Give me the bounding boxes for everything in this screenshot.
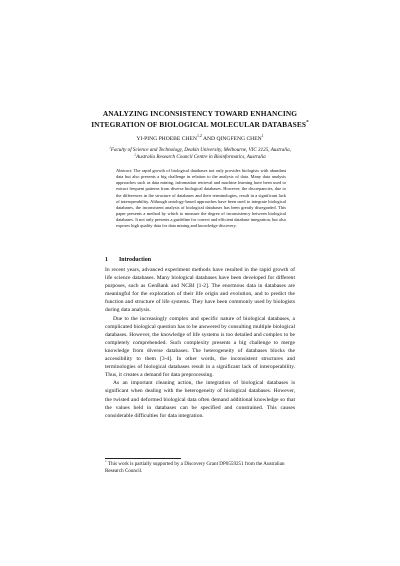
- abstract: Abstract: The rapid growth of biological databases not only provides biologists with abundant data but also presents a big challenge in relation to the analysis of data. Many data analysis approaches such as data mining, information retrieval and machine learning have been used to extract frequent patterns from diverse biological databases. However, the discrepancies, due to the differences in the structure of databases and their terminologies, result in a significant lack of interoperability. Although ontology-based approaches have been used to integrate biological databases, the inconsistent analysis of biological databases has been greatly disregarded. This paper presents a method by which to measure the degree of inconsistency between biological databases. It not only presents a guideline for correct and efficient database integration, but also exposes high quality data for data mining and knowledge discovery.: [116, 168, 286, 229]
- paragraph: In recent years, advanced experiment methods have resulted in the rapid growth of life science databases. Many biological databases have been developed for different purposes, such as GenBank and NCBI [1-2]. The enormous data in databases are meaningful for the exploration of their life origin and evolution, and to predict the function and structure of life systems. They have been commonly used by biologists during data analysis.: [105, 267, 295, 314]
- footnote: [105, 461, 285, 475]
- footnote-divider: [105, 458, 181, 459]
- footnote-text: This work is partially supported by a Discovery Grant DP0559251 from the Australian Research Council.: [105, 461, 285, 474]
- affiliation-2-text: Australia Research Council Centre in Bioinformatics, Australia: [136, 153, 266, 160]
- paragraph: As an important cleaning action, the integration of biological databases is significant when dealing with the heterogeneity of biological databases. However, the twisted and deformed biological data often demand additional knowledge so that the values held in databases can be specified and constrained. This causes considerable difficulties for data integration.: [105, 380, 295, 419]
- title-line-2: [70, 120, 330, 131]
- author-1: YI-PING PHOEBE CHEN: [136, 136, 197, 142]
- section-title: Introduction: [119, 257, 151, 263]
- affiliation-2-mark: 2: [134, 152, 137, 157]
- author-1-affil-mark: 1,2: [196, 134, 202, 139]
- affiliation-2: [60, 154, 340, 161]
- title-line-2-text: INTEGRATION OF BIOLOGICAL MOLECULAR DATABASES: [91, 119, 307, 129]
- author-line: [60, 135, 340, 143]
- affiliation-1-text: Faculty of Science and Technology, Deakin University, Melbourne, VIC 3125, Australia,: [110, 147, 291, 153]
- author-2-affil-mark: 1: [261, 134, 264, 139]
- paragraph: Due to the increasingly complex and specific nature of biological databases, a complicated biological question has to be answered by consulting multiple biological databases. However, the knowledge of life systems is too detailed and complex to be completely comprehended. Such complexity presents a big challenge to merge knowledge from diverse databases. The heterogeneity of databases blocks the accessibility to them [3-4]. In other words, the inconsistent structures and terminologies of biological databases result in a significant lack of interoperability. Thus, it creates a demand for data preprocessing.: [105, 315, 295, 379]
- title-footnote-mark: *: [306, 119, 309, 126]
- title-line-1: ANALYZING INCONSISTENCY TOWARD ENHANCING: [102, 109, 298, 118]
- footnote-mark: *: [105, 459, 107, 464]
- paper-title: [70, 109, 330, 130]
- affiliations: [60, 147, 340, 160]
- author-separator: AND QINGFENG CHEN: [201, 136, 262, 142]
- section-heading: [105, 257, 151, 263]
- affiliation-1-mark: 1: [109, 145, 111, 150]
- section-number: 1: [105, 257, 108, 263]
- body-text: [105, 266, 295, 420]
